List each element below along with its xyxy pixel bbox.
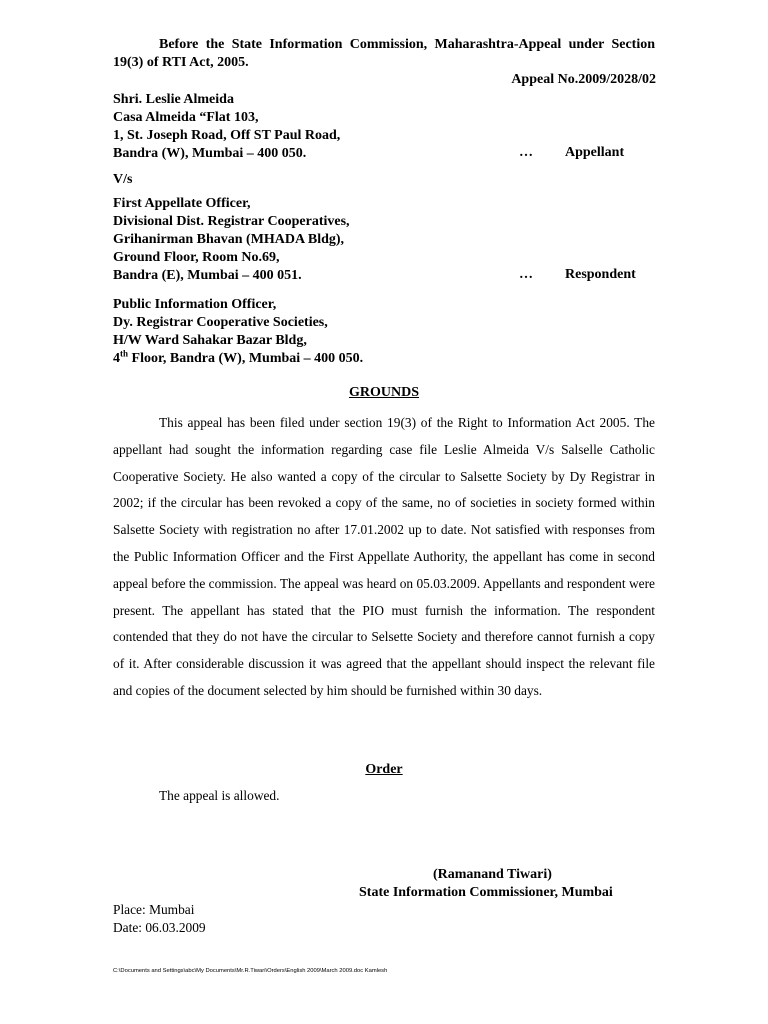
appellant-dots: …	[519, 145, 533, 160]
footer-file-path: C:\Documents and Settings\abc\My Documents\Mr.R.Tiwari\Orders\English 2009\March 2009.doc Kamlesh	[113, 968, 388, 974]
pio-line: Public Information Officer,	[113, 297, 277, 312]
respondent-role: Respondent	[565, 267, 636, 282]
signatory-name: (Ramanand Tiwari)	[433, 867, 552, 882]
respondent-line: Ground Floor, Room No.69,	[113, 250, 280, 265]
grounds-paragraph: This appeal has been filed under section 19(3) of the Right to Information Act 2005. The appellant had sought the information regarding case file Leslie Almeida V/s Salselle Catholic Cooperative Society. He also wanted a copy of the circular to Salsette Society by Dy Registrar in 2002; if the circular has been revoked a copy of the same, no of societies in society formed within Salsette Society with registration no after 17.01.2002 up to date. Not satisfied with responses from the Public Information Officer and the First Appellate Authority, the appellant has come in second appeal before the commission. The appeal was heard on 05.03.2009. Appellants and respondent were present. The appellant has stated that the PIO must furnish the information. The respondent contended that they do not have the circular to Selsette Society and therefore cannot furnish a copy of it. After considerable discussion it was agreed that the appellant should inspect the relevant file and copies of the document selected by him should be furnished within 30 days.	[113, 415, 655, 698]
header-intro: Before the State Information Commission, Maharashtra-Appeal under Section 19(3) of RTI Act, 2005.	[113, 37, 655, 70]
pio-line: H/W Ward Sahakar Bazar Bldg,	[113, 333, 307, 348]
order-heading: Order	[365, 762, 403, 777]
versus-label: V/s	[113, 172, 133, 187]
pio-line: Dy. Registrar Cooperative Societies,	[113, 315, 328, 330]
respondent-dots: …	[519, 267, 533, 282]
place-line: Place: Mumbai	[113, 902, 195, 917]
appeal-number: Appeal No.2009/2028/02	[511, 72, 656, 87]
appellant-line: 1, St. Joseph Road, Off ST Paul Road,	[113, 128, 341, 143]
pio-address	[113, 296, 363, 368]
respondent-address	[113, 195, 350, 285]
appellant-line: Casa Almeida “Flat 103,	[113, 110, 259, 125]
appellant-role: Appellant	[565, 145, 625, 160]
respondent-line: Divisional Dist. Registrar Cooperatives,	[113, 214, 350, 229]
pio-line: 4th Floor, Bandra (W), Mumbai – 400 050.	[113, 348, 364, 366]
appellant-line: Shri. Leslie Almeida	[113, 92, 234, 107]
appellant-line: Bandra (W), Mumbai – 400 050.	[113, 146, 307, 161]
grounds-heading: GROUNDS	[348, 385, 419, 400]
date-line: Date: 06.03.2009	[113, 920, 206, 935]
signatory-designation: State Information Commissioner, Mumbai	[359, 885, 613, 900]
order-text: The appeal is allowed.	[159, 788, 280, 803]
appellant-address	[113, 91, 340, 163]
respondent-line: Grihanirman Bhavan (MHADA Bldg),	[113, 232, 345, 247]
respondent-line: First Appellate Officer,	[113, 196, 251, 211]
respondent-line: Bandra (E), Mumbai – 400 051.	[113, 268, 302, 283]
